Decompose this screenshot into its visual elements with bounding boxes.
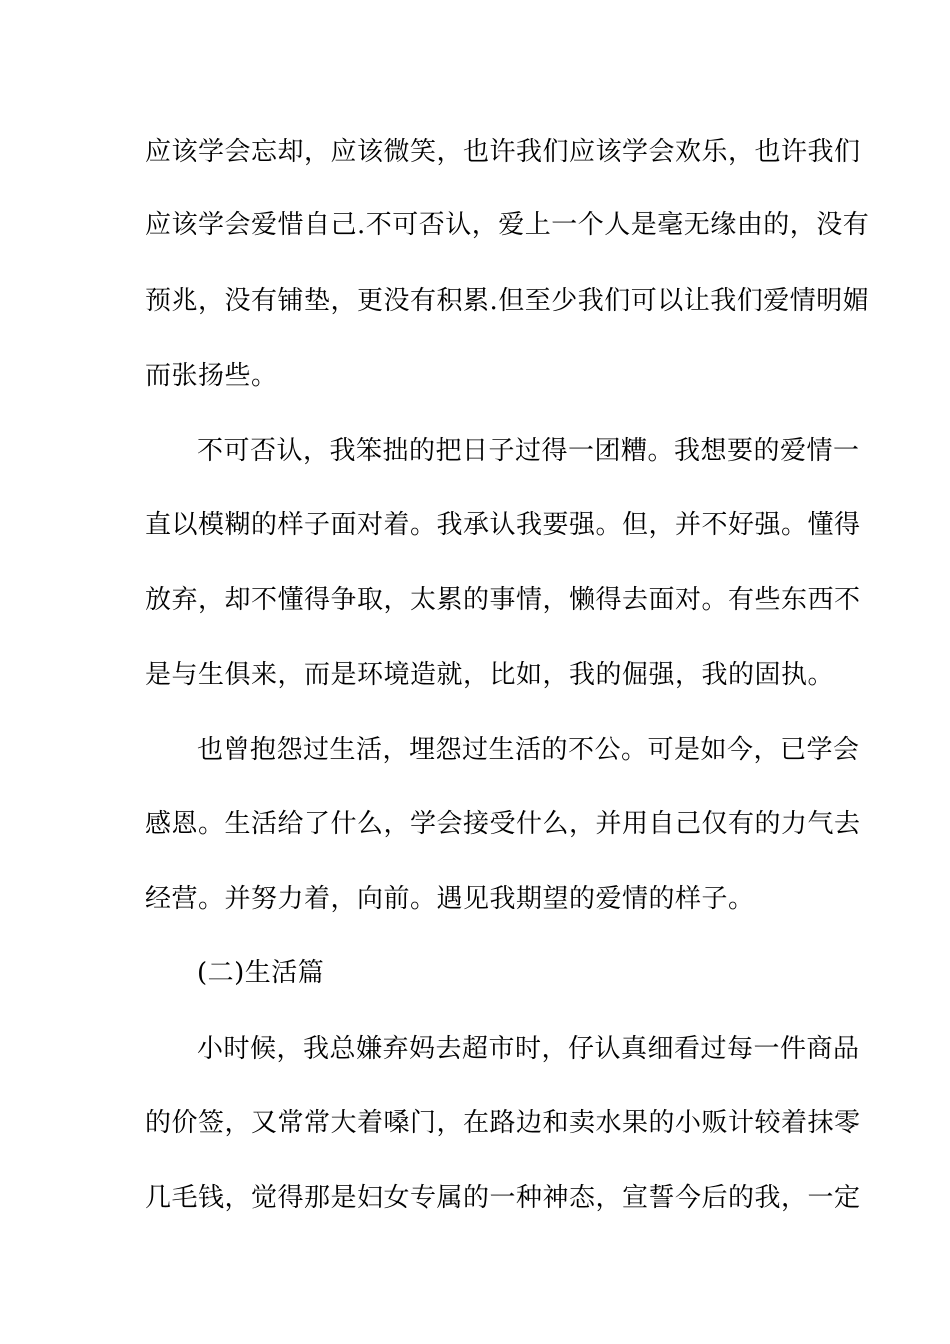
text-line: 直以模糊的样子面对着。我承认我要强。但，并不好强。懂得 (145, 510, 861, 540)
text-line: 应该学会爱惜自己.不可否认，爱上一个人是毫无缘由的，没有 (145, 210, 870, 240)
paragraph-first-line: 不可否认，我笨拙的把日子过得一团糟。我想要的爱情一 (197, 436, 860, 466)
text-line: 感恩。生活给了什么，学会接受什么，并用自己仅有的力气去 (145, 809, 861, 839)
text-line: 预兆，没有铺垫，更没有积累.但至少我们可以让我们爱情明媚 (145, 286, 870, 316)
paragraph-first-line: 小时候，我总嫌弃妈去超市时，仔认真细看过每一件商品 (197, 1034, 860, 1064)
text-line: 应该学会忘却，应该微笑，也许我们应该学会欢乐，也许我们 (145, 137, 861, 167)
text-line: 放弃，却不懂得争取，太累的事情，懒得去面对。有些东西不 (145, 585, 861, 615)
text-line: 几毛钱，觉得那是妇女专属的一种神态，宣誓今后的我，一定 (145, 1183, 861, 1213)
text-line: 是与生俱来，而是环境造就，比如，我的倔强，我的固执。 (145, 660, 835, 690)
paragraph-first-line: 也曾抱怨过生活，埋怨过生活的不公。可是如今，已学会 (197, 735, 860, 765)
text-line: 经营。并努力着，向前。遇见我期望的爱情的样子。 (145, 884, 755, 914)
section-heading: (二)生活篇 (197, 958, 325, 988)
text-line: 而张扬些。 (145, 361, 278, 391)
text-line: 的价签，又常常大着嗓门，在路边和卖水果的小贩计较着抹零 (145, 1108, 861, 1138)
